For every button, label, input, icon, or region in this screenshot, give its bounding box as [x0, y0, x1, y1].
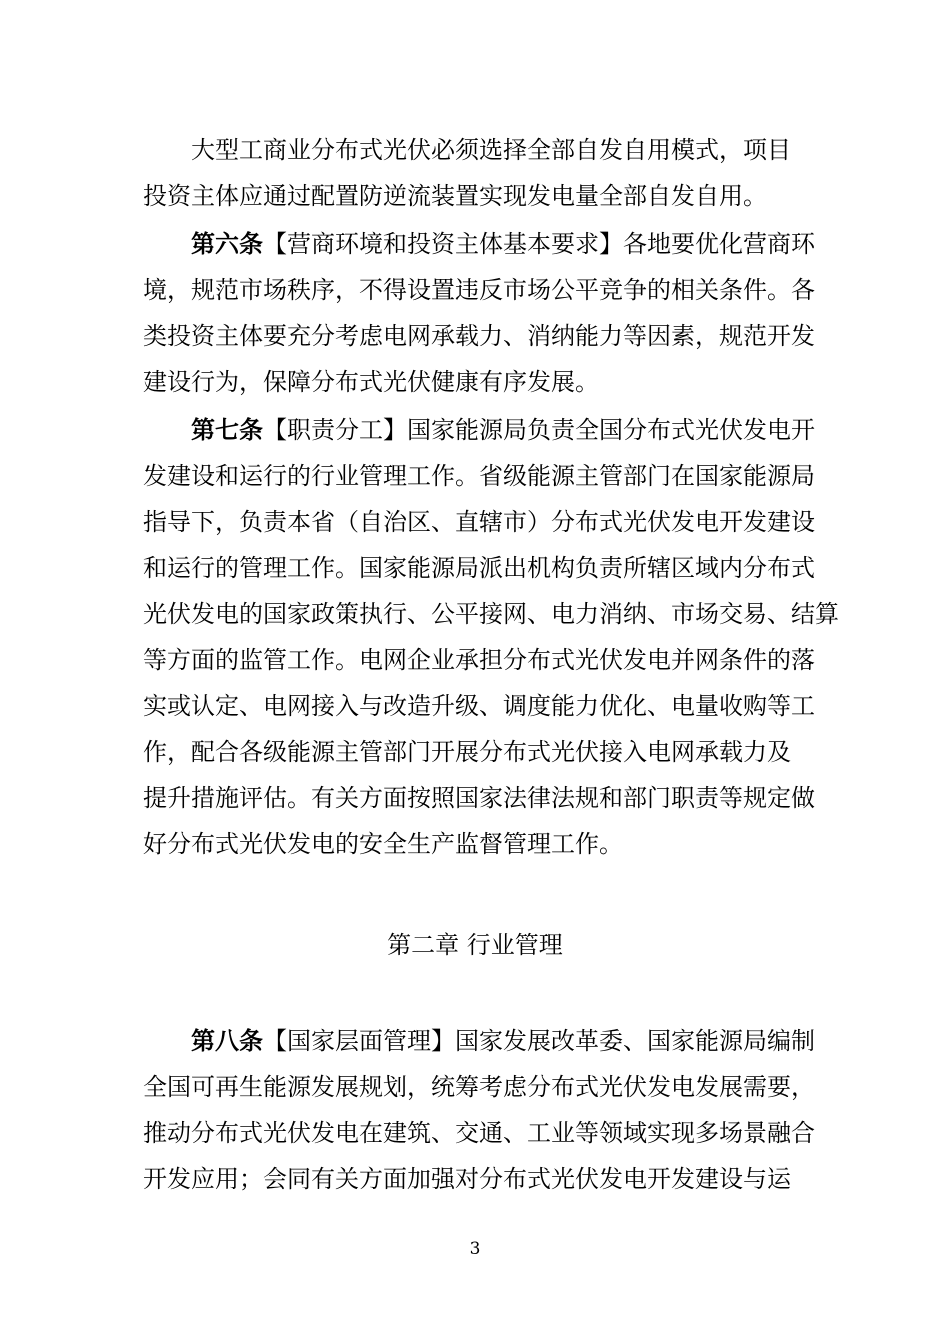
paragraph-line: 建设行为，保障分布式光伏健康有序发展。 — [143, 368, 599, 396]
page-number: 3 — [469, 1239, 481, 1259]
paragraph-line: 类投资主体要充分考虑电网承载力、消纳能力等因素，规范开发 — [143, 322, 815, 350]
article-7-text: 国家能源局负责全国分布式光伏发电开 — [407, 416, 815, 444]
article-6-first-line — [191, 230, 815, 258]
paragraph-line: 境，规范市场秩序，不得设置违反市场公平竞争的相关条件。各 — [143, 276, 815, 304]
paragraph-line: 作，配合各级能源主管部门开展分布式光伏接入电网承载力及 — [143, 738, 791, 766]
paragraph-line: 推动分布式光伏发电在建筑、交通、工业等领域实现多场景融合 — [143, 1119, 815, 1147]
paragraph-line: 好分布式光伏发电的安全生产监督管理工作。 — [143, 830, 623, 858]
paragraph-line: 等方面的监管工作。电网企业承担分布式光伏发电并网条件的落 — [143, 646, 815, 674]
article-6-text: 各地要优化营商环 — [623, 230, 815, 258]
paragraph-line: 投资主体应通过配置防逆流装置实现发电量全部自发自用。 — [143, 182, 767, 210]
article-8-number: 第八条 — [191, 1027, 263, 1055]
paragraph-line: 和运行的管理工作。国家能源局派出机构负责所辖区域内分布式 — [143, 554, 815, 582]
article-7-number: 第七条 — [191, 416, 263, 444]
paragraph-line: 大型工商业分布式光伏必须选择全部自发自用模式，项目 — [191, 136, 791, 164]
paragraph-line: 指导下，负责本省（自治区、直辖市）分布式光伏发电开发建设 — [143, 508, 815, 536]
paragraph-line: 全国可再生能源发展规划，统筹考虑分布式光伏发电发展需要， — [143, 1073, 815, 1101]
article-7-first-line — [191, 416, 815, 444]
article-8-first-line — [191, 1027, 815, 1055]
paragraph-line: 光伏发电的国家政策执行、公平接网、电力消纳、市场交易、结算 — [143, 600, 839, 628]
article-8-title: 【国家层面管理】 — [263, 1027, 455, 1055]
article-8-text: 国家发展改革委、国家能源局编制 — [455, 1027, 815, 1055]
article-6-title: 【营商环境和投资主体基本要求】 — [263, 230, 623, 258]
paragraph-line: 发建设和运行的行业管理工作。省级能源主管部门在国家能源局 — [143, 462, 815, 490]
article-6-number: 第六条 — [191, 230, 263, 258]
paragraph-line: 开发应用；会同有关方面加强对分布式光伏发电开发建设与运 — [143, 1165, 791, 1193]
chapter-heading: 第二章 行业管理 — [387, 931, 563, 959]
paragraph-line: 提升措施评估。有关方面按照国家法律法规和部门职责等规定做 — [143, 784, 815, 812]
paragraph-line: 实或认定、电网接入与改造升级、调度能力优化、电量收购等工 — [143, 692, 815, 720]
article-7-title: 【职责分工】 — [263, 416, 407, 444]
